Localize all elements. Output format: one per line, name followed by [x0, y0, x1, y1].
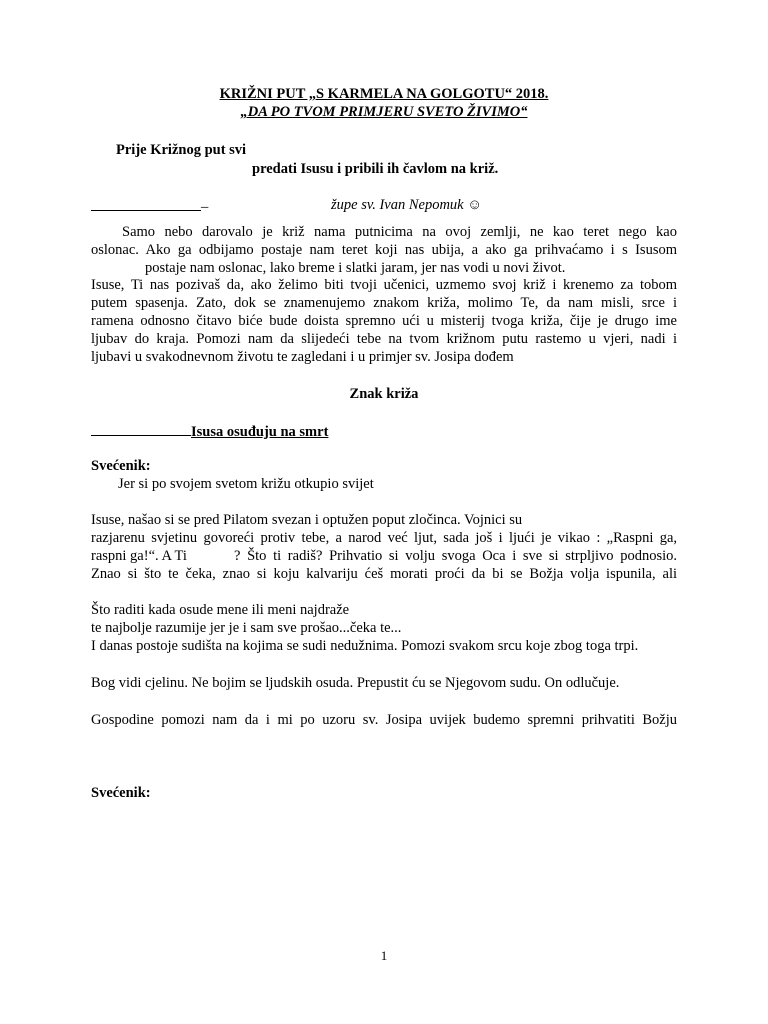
faith-line: Bog vidi cjelinu. Ne bojim se ljudskih osuda. Prepustit ću se Njegovom sudu. On odlučuje. [91, 675, 620, 691]
line-segment: raspni ga!“. A Ti [91, 548, 187, 564]
prayer-line: Gospodine pomozi nam da i mi po uzoru sv. Josipa uvijek budemo spremni prihvatiti Božju [91, 712, 677, 728]
paragraph-line: postaje nam oslonac, lako breme i slatki jaram, jer nas vodi u novi život. [145, 260, 566, 276]
paragraph-line: putem spasenja. Zato, dok se znamenujemo znakom križa, molimo Te, da nam misli, srce i [91, 295, 677, 311]
blank-line [91, 197, 201, 211]
document-title: KRIŽNI PUT „S KARMELA NA GOLGOTU“ 2018. [219, 86, 549, 102]
reflection-line: I danas postoje sudišta na kojima se sudi nedužnima. Pomozi svakom srcu koje zbog toga trpi. [91, 638, 639, 654]
paragraph-line: Znao si što te čeka, znao si koju kalvariju ćeš morati proći da bi se Božja volja ispunila, ali [91, 566, 677, 582]
paragraph-line: oslonac. Ako ga odbijamo postaje nam teret koji nas ubija, a ako ga prihvaćamo i s Isusom [91, 242, 677, 258]
paragraph-line [91, 548, 677, 565]
priest-label: Svećenik: [91, 458, 151, 474]
parish-dash: – [201, 199, 209, 215]
paragraph-line: Samo nebo darovalo je križ nama putnicima na ovoj zemlji, ne kao teret nego kao [122, 224, 677, 240]
paragraph-line: ljubav do kraja. Pomozi nam da slijedeći tebe na tvom križnom putu rastemo u vjeri, nadi i [91, 331, 677, 347]
parish-name: župe sv. Ivan Nepomuk ☺ [331, 197, 483, 213]
closing-priest-label: Svećenik: [91, 785, 151, 801]
paragraph-line: Isuse, Ti nas pozivaš da, ako želimo biti tvoji učenici, uzmemo svoj križ i krenemo za tobom [91, 277, 677, 293]
line-segment: ? Što ti radiš? Prihvatio si volju svoga Oca i sve si strpljivo podnosio. [234, 548, 677, 564]
intro-heading-continued: predati Isusu i pribili ih čavlom na križ. [252, 161, 499, 177]
blank-line [91, 422, 191, 436]
paragraph-line: Isuse, našao si se pred Pilatom svezan i optužen poput zločinca. Vojnici su [91, 512, 523, 528]
reflection-line: te najbolje razumije jer je i sam sve prošao...čeka te... [91, 620, 402, 636]
page-number: 1 [380, 948, 388, 963]
station-title: Isusa osuđuju na smrt [191, 424, 329, 440]
station-title-line [91, 422, 677, 441]
parish-line [91, 197, 677, 216]
paragraph-line: ramena odnosno čitavo biće bude doista spremno ući u misterij tvoga križa, čije je drugo ime [91, 313, 677, 329]
paragraph-line: ljubavi u svakodnevnom životu te zagledani i u primjer sv. Josipa dođem [91, 349, 514, 365]
reflection-line: Što raditi kada osude mene ili meni najdraže [91, 602, 350, 618]
intro-heading: Prije Križnog put svi [116, 142, 247, 158]
document-subtitle: „DA PO TVOM PRIMJERU SVETO ŽIVIMO“ [240, 104, 528, 120]
paragraph-line: razjarenu svjetinu govoreći protiv tebe, a narod već ljut, sada još i ljući je vikao : „Raspni ga, [91, 530, 677, 546]
sign-of-cross-heading: Znak križa [349, 386, 419, 402]
priest-line: Jer si po svojem svetom križu otkupio svijet [118, 476, 374, 492]
